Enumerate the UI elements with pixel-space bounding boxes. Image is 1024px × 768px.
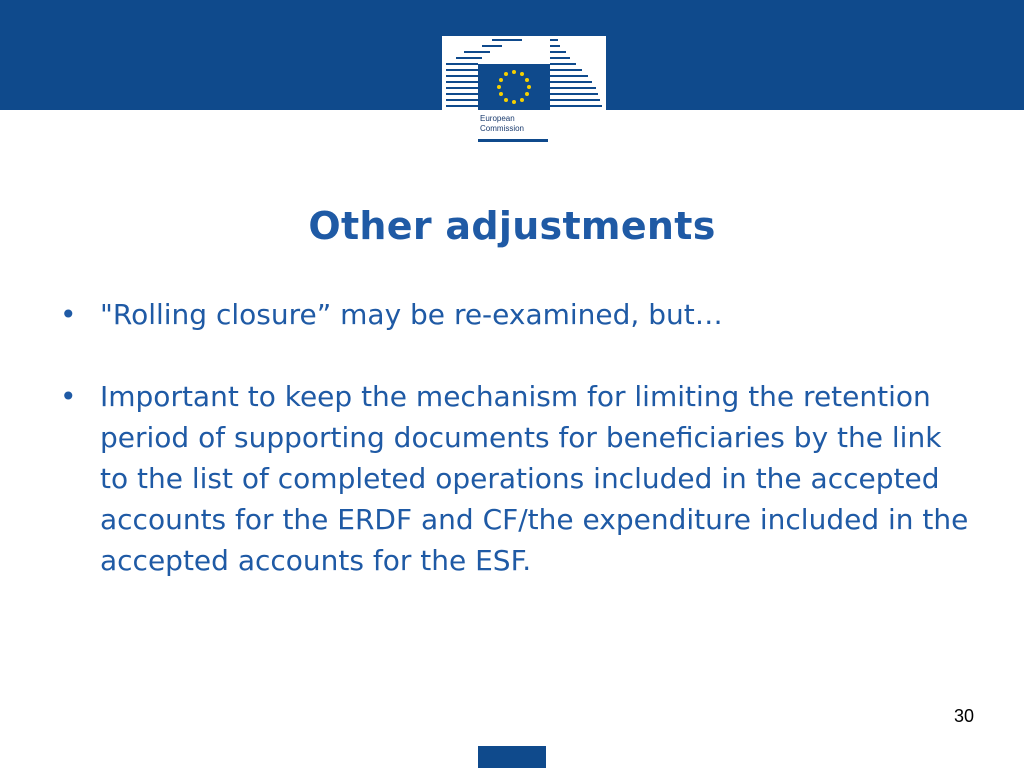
slide-title: Other adjustments — [308, 204, 716, 248]
logo-underline — [478, 139, 548, 142]
page-number: 30 — [953, 706, 974, 726]
bullet-list — [56, 294, 976, 581]
bullet-text: "Rolling closure” may be re-examined, but… — [100, 298, 723, 331]
footer-tab — [478, 746, 546, 768]
bullet-text: Important to keep the mechanism for limiting the retention period of supporting documents for beneficiaries by the link to the list of completed operations included in the accepted accounts for the ERDF and CF/the expenditure included in the accepted accounts for the ESF. — [100, 380, 969, 577]
logo-text — [480, 114, 570, 134]
bullet-icon: • — [60, 380, 77, 413]
bullet-item — [56, 294, 976, 335]
commission-building-icon — [442, 36, 606, 114]
bullet-item — [56, 376, 976, 581]
logo-line-2: Commission — [480, 124, 525, 133]
bullet-icon: • — [60, 298, 77, 331]
logo-line-1: European — [480, 114, 515, 123]
european-commission-logo — [442, 36, 606, 142]
